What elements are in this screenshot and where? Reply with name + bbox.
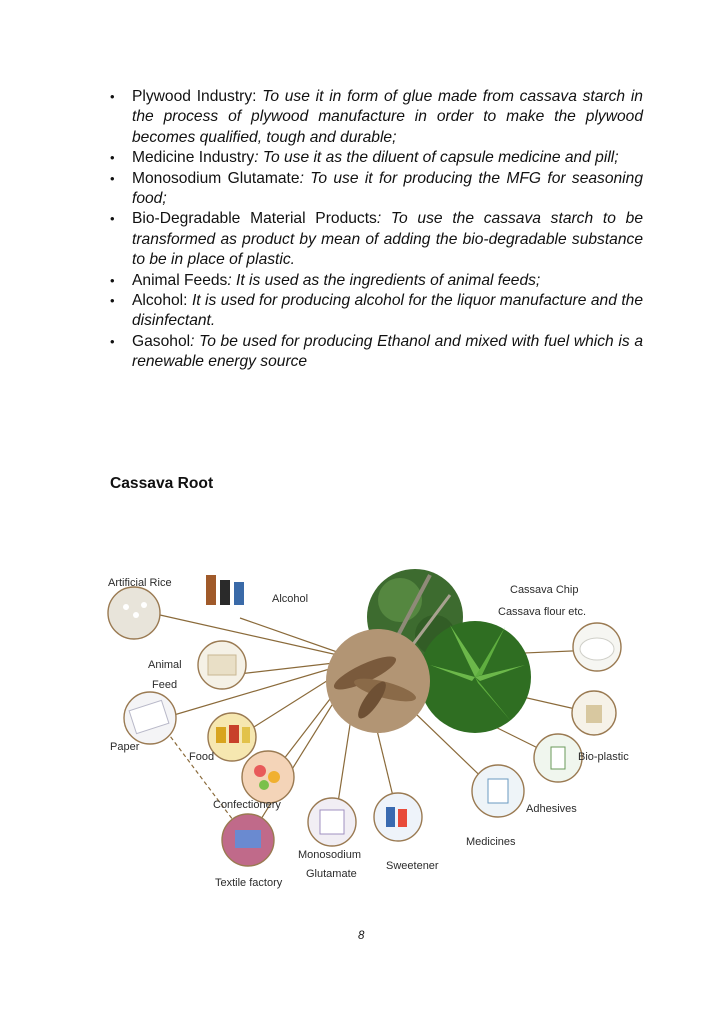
bullet-icon: • xyxy=(110,150,115,166)
label-sweetener: Sweetener xyxy=(386,860,439,872)
label-animal: Animal xyxy=(148,659,182,671)
label-medicines: Medicines xyxy=(466,836,516,848)
item-description: : It is used as the ingredients of animal feeds; xyxy=(227,271,541,289)
item-term: Gasohol xyxy=(132,332,191,350)
item-term: Bio-Degradable Material Products xyxy=(132,210,377,228)
item-term: Plywood Industry: xyxy=(132,88,257,105)
section-heading: Cassava Root xyxy=(110,475,214,492)
item-description: It is used for producing alcohol for the liquor manufacture and the disinfectant. xyxy=(132,292,644,330)
bullet-icon: • xyxy=(110,333,115,349)
label-artificial-rice: Artificial Rice xyxy=(108,577,172,589)
item-description: : To use it as the diluent of capsule medicine and pill; xyxy=(254,149,619,167)
list-item xyxy=(106,169,643,210)
list-item xyxy=(106,332,643,373)
label-textile-factory: Textile factory xyxy=(215,877,283,889)
cassava-products-diagram xyxy=(100,555,640,900)
item-description: : To use it for producing the MFG for seasoning food; xyxy=(132,169,643,208)
uses-bullet-list xyxy=(106,87,643,373)
bullet-icon: • xyxy=(110,211,115,227)
label-confectionery: Confectionery xyxy=(213,799,281,811)
list-item xyxy=(106,209,643,270)
label-bio-plastic: Bio-plastic xyxy=(578,751,629,763)
label-food: Food xyxy=(189,751,215,763)
label-monosodium: Monosodium xyxy=(298,849,361,861)
label-adhesives: Adhesives xyxy=(526,803,577,815)
item-description: : To be used for producing Ethanol and mixed with fuel which is a renewable energy source xyxy=(132,332,643,371)
label-alcohol: Alcohol xyxy=(272,593,309,605)
list-item xyxy=(106,148,643,168)
label-glutamate: Glutamate xyxy=(306,868,357,880)
label-feed: Feed xyxy=(152,679,178,691)
bullet-icon: • xyxy=(110,293,115,309)
item-term: Medicine Industry xyxy=(132,149,255,167)
item-description: To use it in form of glue made from cassava starch in the process of plywood manufacture in order to make the plywood becomes qualified, tough and durable; xyxy=(132,88,643,146)
label-cassava-chip: Cassava Chip xyxy=(510,584,579,596)
bullet-icon: • xyxy=(110,170,115,186)
page-number: 8 xyxy=(358,930,365,942)
cassava-root-photo xyxy=(326,629,430,733)
list-item xyxy=(106,87,643,148)
label-paper: Paper xyxy=(110,741,140,753)
cassava-leaf-photo xyxy=(419,621,531,733)
item-term: Alcohol: xyxy=(132,292,188,310)
list-item xyxy=(106,271,643,291)
item-term: Monosodium Glutamate xyxy=(132,169,300,187)
alcohol-bottles-thumbnail xyxy=(206,575,244,605)
bullet-icon: • xyxy=(110,272,115,288)
list-item xyxy=(106,291,643,332)
bullet-icon: • xyxy=(110,89,115,104)
item-term: Animal Feeds xyxy=(132,271,228,289)
label-cassava-flour: Cassava flour etc. xyxy=(498,606,587,618)
item-description: : To use the cassava starch to be transformed as product by mean of adding the bio-degradable substance to be in place of plastic. xyxy=(132,210,643,269)
